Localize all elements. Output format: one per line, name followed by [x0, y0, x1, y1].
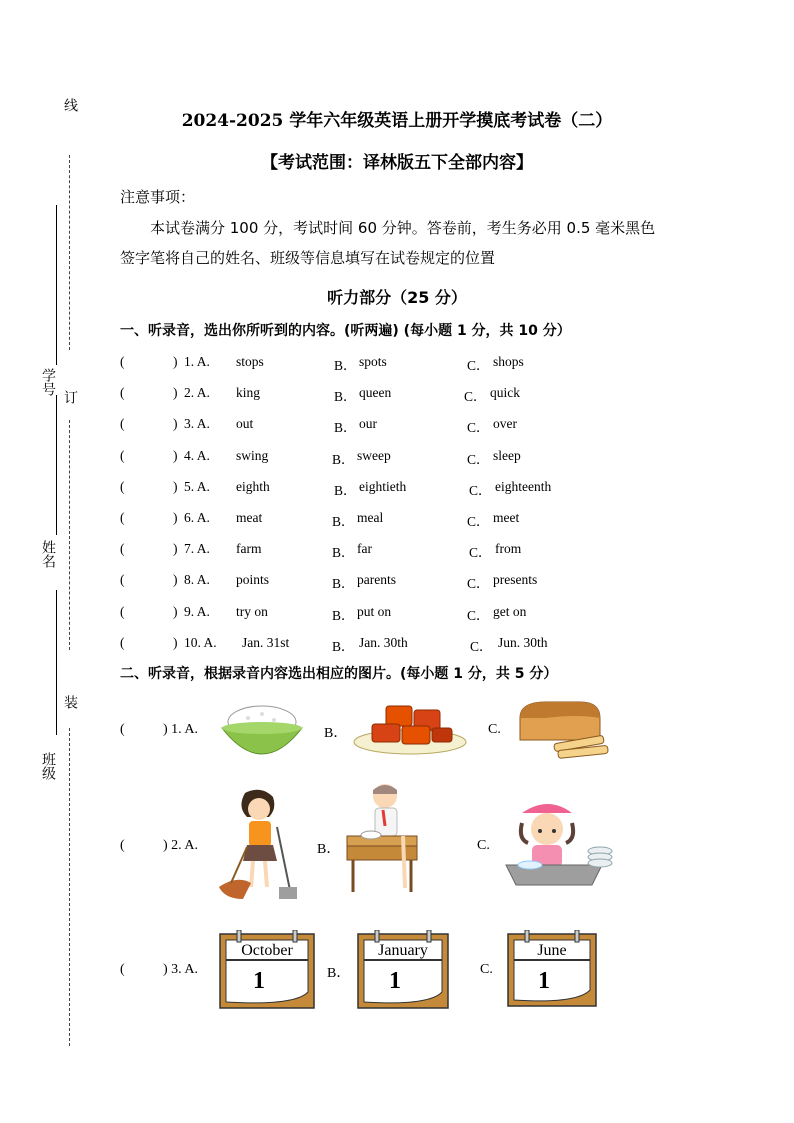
calendar-day: 1 [253, 968, 265, 994]
question-number: 10. A. [184, 635, 217, 650]
answer-bracket-open[interactable]: ( [120, 604, 125, 619]
question-number: 2. A. [184, 385, 210, 400]
braised-pork-image[interactable] [352, 702, 468, 756]
option-c[interactable]: sleep [493, 448, 521, 463]
notice-line-2: 签字笔将自己的姓名、班级等信息填写在试卷规定的位置 [120, 249, 496, 267]
option-b-label: B． [332, 452, 355, 467]
option-a[interactable]: out [236, 416, 254, 431]
option-c-label: C． [470, 639, 493, 654]
option-a[interactable]: king [236, 385, 261, 400]
notice-label: 注意事项： [120, 188, 196, 206]
option-b[interactable]: parents [357, 572, 396, 587]
banji-underline [56, 590, 57, 735]
margin-dash-line [69, 155, 70, 350]
option-c[interactable]: quick [490, 385, 520, 400]
answer-bracket-close: ) [173, 604, 178, 619]
option-c-label: C． [467, 576, 490, 591]
answer-bracket-close: ) [173, 572, 178, 587]
margin-ding: 订 [62, 390, 78, 404]
option-c-label: C． [467, 358, 490, 373]
question-number: 8. A. [184, 572, 210, 587]
answer-bracket-close: ) [173, 541, 178, 556]
margin-dash-line [69, 728, 70, 1046]
option-b[interactable]: spots [359, 354, 387, 369]
option-b-label: B． [324, 726, 348, 741]
calendar-month: January [378, 942, 428, 959]
option-b-label: B． [332, 576, 355, 591]
option-b[interactable]: put on [357, 604, 392, 619]
option-b-label: B． [332, 545, 355, 560]
question-number: 9. A. [184, 604, 210, 619]
question-number: ) 1. A. [163, 722, 198, 737]
option-b-label: B． [334, 420, 357, 435]
option-b-label: B． [317, 842, 341, 857]
option-c-label: C. [480, 962, 493, 977]
banji-label: 班级 [40, 752, 56, 780]
option-a[interactable]: eighth [236, 479, 270, 494]
option-b-label: B． [334, 483, 357, 498]
option-b-label: B． [332, 608, 355, 623]
rice-bowl-image[interactable] [218, 700, 306, 762]
answer-bracket-open[interactable]: ( [120, 354, 125, 369]
section2-heading: 二、听录音，根据录音内容选出相应的图片。(每小题 1 分，共 5 分） [120, 666, 558, 682]
option-b[interactable]: eightieth [359, 479, 407, 494]
exam-title: 2024-2025 学年六年级英语上册开学摸底考试卷（二） [181, 111, 613, 131]
option-c-label: C． [467, 514, 490, 529]
answer-bracket-open[interactable]: ( [120, 448, 125, 463]
option-c[interactable]: over [493, 416, 517, 431]
option-a[interactable]: try on [236, 604, 268, 619]
option-b[interactable]: queen [359, 385, 392, 400]
answer-bracket-close: ) [173, 479, 178, 494]
answer-bracket-open[interactable]: ( [120, 510, 125, 525]
section1-heading: 一、听录音，选出你所听到的内容。(听两遍) (每小题 1 分，共 10 分） [120, 323, 571, 339]
answer-bracket-close: ) [173, 510, 178, 525]
option-b[interactable]: sweep [357, 448, 391, 463]
answer-bracket[interactable]: ( [120, 962, 125, 977]
option-a[interactable]: stops [236, 354, 264, 369]
option-b[interactable]: meal [357, 510, 384, 525]
option-c[interactable]: meet [493, 510, 520, 525]
answer-bracket-open[interactable]: ( [120, 541, 125, 556]
option-a[interactable]: meat [236, 510, 263, 525]
exam-scope: 【考试范围：译林版五下全部内容】 [261, 153, 533, 173]
xingming-underline [56, 395, 57, 535]
option-c-label: C. [488, 722, 501, 737]
question-number: 1. A. [184, 354, 210, 369]
question-number: 7. A. [184, 541, 210, 556]
option-c-label: C． [467, 608, 490, 623]
bread-image[interactable] [516, 696, 612, 764]
option-c[interactable]: eighteenth [495, 479, 552, 494]
question-number: 6. A. [184, 510, 210, 525]
option-a[interactable]: farm [236, 541, 262, 556]
answer-bracket-open[interactable]: ( [120, 385, 125, 400]
option-b[interactable]: Jan. 30th [359, 635, 408, 650]
boy-wiping-table-image[interactable] [345, 780, 425, 894]
option-c[interactable]: shops [493, 354, 524, 369]
option-c-label: C． [467, 452, 490, 467]
margin-dash-line [69, 420, 70, 650]
answer-bracket-close: ) [173, 354, 178, 369]
option-c-label: C． [469, 545, 492, 560]
girl-sweeping-image[interactable] [217, 787, 299, 903]
option-c-label: C． [464, 389, 487, 404]
question-number: ) 2. A. [163, 838, 198, 853]
option-b-label: B． [332, 639, 355, 654]
part-title: 听力部分（25 分） [327, 288, 467, 307]
answer-bracket-close: ) [173, 385, 178, 400]
answer-bracket-open[interactable]: ( [120, 635, 125, 650]
question-number: 5. A. [184, 479, 210, 494]
answer-bracket-open[interactable]: ( [120, 572, 125, 587]
calendar-day: 1 [538, 968, 550, 994]
answer-bracket-open[interactable]: ( [120, 416, 125, 431]
margin-xian: 线 [62, 98, 78, 112]
question-number: 3. A. [184, 416, 210, 431]
calendar-image[interactable] [357, 930, 449, 1010]
question-number: ) 3. A. [163, 962, 198, 977]
option-b-label: B． [332, 514, 355, 529]
answer-bracket-close: ) [173, 635, 178, 650]
calendar-day: 1 [389, 968, 401, 994]
calendar-image[interactable] [507, 930, 597, 1008]
calendar-month: June [537, 942, 567, 959]
option-b-label: B． [334, 358, 357, 373]
option-b-label: B． [334, 389, 357, 404]
calendar-month: October [241, 942, 293, 959]
option-c-label: C． [467, 420, 490, 435]
xuehao-label: 学号 [40, 368, 56, 396]
option-a[interactable]: Jan. 31st [242, 635, 290, 650]
girl-washing-dishes-image[interactable] [502, 799, 616, 889]
option-b[interactable]: far [357, 541, 372, 556]
answer-bracket[interactable]: ( [120, 838, 125, 853]
notice-line-1: 本试卷满分 100 分，考试时间 60 分钟。答卷前，考生务必用 0.5 毫米黑色 [150, 219, 656, 237]
option-c[interactable]: presents [493, 572, 538, 587]
option-c-label: C. [477, 838, 490, 853]
option-c[interactable]: get on [493, 604, 527, 619]
answer-bracket-close: ) [173, 448, 178, 463]
xingming-label: 姓名 [40, 540, 56, 568]
option-a[interactable]: swing [236, 448, 269, 463]
option-a[interactable]: points [236, 572, 270, 587]
option-b[interactable]: our [359, 416, 377, 431]
answer-bracket-open[interactable]: ( [120, 479, 125, 494]
answer-bracket[interactable]: ( [120, 722, 125, 737]
margin-zhuang: 装 [62, 695, 78, 709]
option-c-label: C． [469, 483, 492, 498]
answer-bracket-close: ) [173, 416, 178, 431]
option-b-label: B． [327, 966, 351, 981]
option-c[interactable]: Jun. 30th [498, 635, 548, 650]
option-c[interactable]: from [495, 541, 522, 556]
calendar-image[interactable] [219, 930, 315, 1010]
question-number: 4. A. [184, 448, 210, 463]
